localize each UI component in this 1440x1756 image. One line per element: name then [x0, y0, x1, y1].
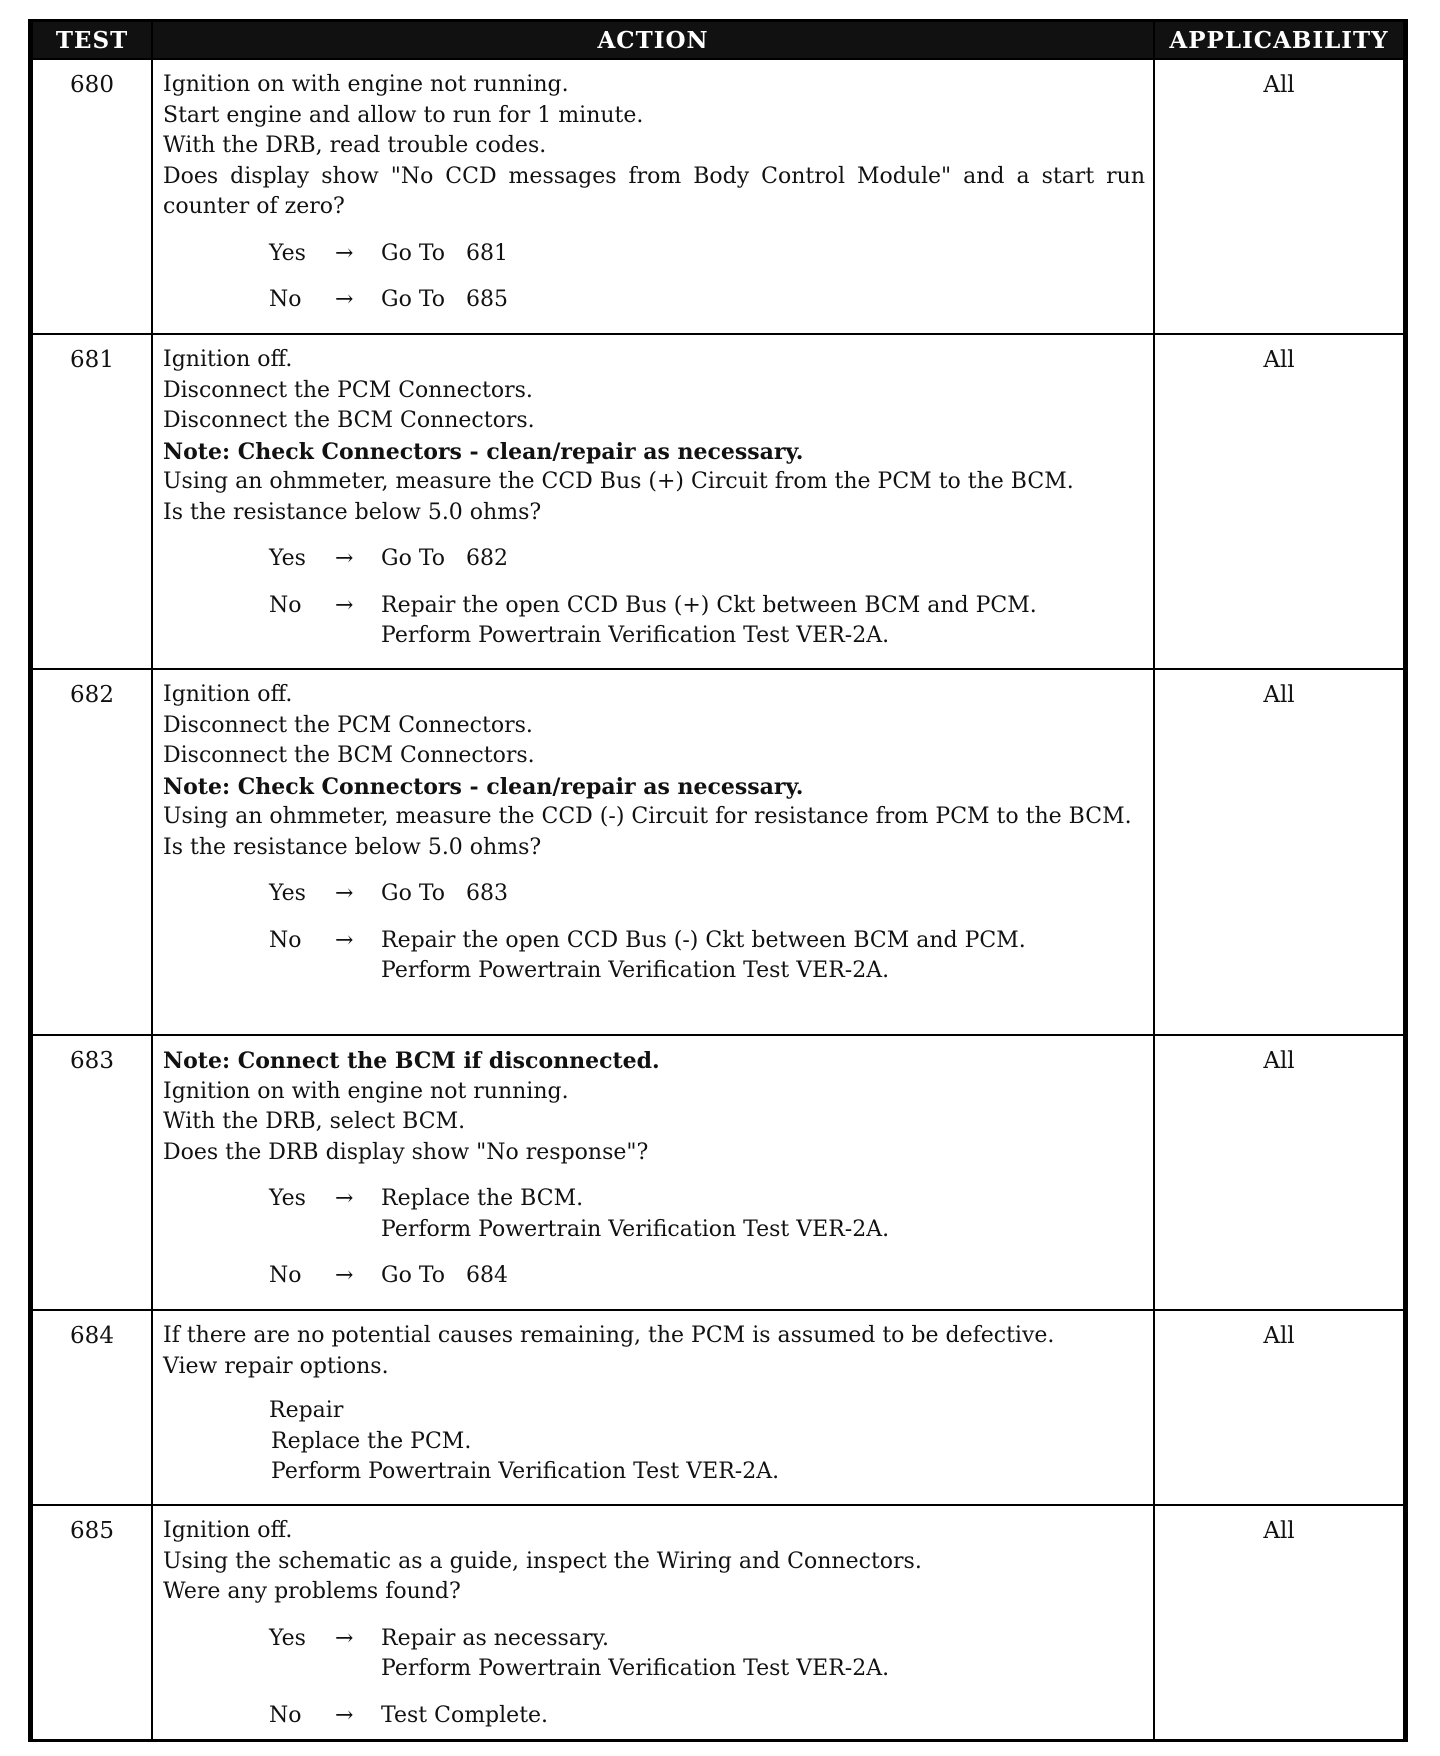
action-cell: [152, 334, 1154, 669]
action-line: Using an ohmmeter, measure the CCD Bus (+) Circuit from the PCM to the BCM.: [163, 469, 1074, 494]
outcome-answer: Yes: [269, 881, 306, 906]
action-line: Ignition off.: [163, 682, 293, 707]
outcome-result-line: Repair the open CCD Bus (+) Ckt between BCM and PCM.: [381, 592, 1037, 618]
action-line: Is the resistance below 5.0 ohms?: [163, 834, 542, 860]
action-line: Ignition on with engine not running.: [163, 1078, 569, 1104]
arrow-icon: →: [335, 1263, 354, 1288]
diagnostic-table-sheet: [28, 19, 1408, 1742]
arrow-icon: →: [335, 287, 354, 312]
action-line: Using an ohmmeter, measure the CCD (-) Circuit for resistance from PCM to the BCM.: [163, 804, 1132, 829]
outcome-answer: No: [269, 1263, 302, 1288]
repair-label: Repair: [269, 1398, 344, 1423]
header-test: TEST: [32, 22, 152, 59]
outcome-result: Go To 684: [381, 1263, 508, 1288]
arrow-icon: →: [335, 881, 354, 906]
outcome-no: [163, 285, 1145, 316]
table-row: [32, 669, 1404, 1035]
action-line: View repair options.: [163, 1353, 389, 1379]
applicability-value: All: [1154, 334, 1404, 669]
diagnostic-table: [31, 22, 1405, 1741]
outcome-answer: No: [269, 592, 302, 618]
action-line: Does display show "No CCD messages from Body Control Module" and a start run counter of zero?: [163, 163, 1145, 219]
applicability-value: All: [1154, 59, 1404, 334]
action-line: Does the DRB display show "No response"?: [163, 1139, 649, 1165]
outcome-yes: [163, 1184, 1145, 1245]
outcome-result: [381, 591, 1145, 652]
repair-step: Perform Powertrain Verification Test VER-2A.: [271, 1459, 780, 1484]
action-line: Disconnect the BCM Connectors.: [163, 743, 535, 768]
outcome-result: [381, 926, 1145, 987]
outcome-yes: [163, 544, 1145, 575]
arrow-icon: →: [335, 546, 354, 571]
outcome-yes: [163, 239, 1145, 270]
action-cell: [152, 1505, 1154, 1740]
arrow-icon: →: [335, 592, 354, 618]
applicability-value: All: [1154, 669, 1404, 1035]
outcome-answer: No: [269, 287, 302, 312]
outcome-no: [163, 591, 1145, 652]
action-line: Ignition off.: [163, 347, 293, 372]
outcome-result: Go To 681: [381, 240, 508, 266]
test-number: 685: [32, 1505, 152, 1740]
outcome-result: Go To 685: [381, 287, 508, 312]
outcome-result-line: Perform Powertrain Verification Test VER-2A.: [381, 1216, 890, 1242]
test-number: 681: [32, 334, 152, 669]
outcome-answer: Yes: [269, 1186, 306, 1211]
action-note: Note: Check Connectors - clean/repair as necessary.: [163, 438, 804, 465]
action-line: Is the resistance below 5.0 ohms?: [163, 499, 542, 525]
test-number: 683: [32, 1035, 152, 1310]
action-cell: [152, 1035, 1154, 1310]
table-header-row: [32, 22, 1404, 59]
outcome-answer: Yes: [269, 546, 306, 571]
action-line: If there are no potential causes remaining, the PCM is assumed to be defective.: [163, 1323, 1055, 1348]
outcome-result-line: Perform Powertrain Verification Test VER-2A.: [381, 958, 890, 983]
repair-step: Replace the PCM.: [271, 1428, 472, 1454]
action-line: Were any problems found?: [163, 1579, 461, 1604]
arrow-icon: →: [335, 240, 354, 266]
outcome-result: Go To 683: [381, 881, 508, 906]
arrow-icon: →: [335, 1625, 354, 1651]
outcome-no: [163, 1261, 1145, 1292]
table-row: [32, 1310, 1404, 1505]
action-line: With the DRB, select BCM.: [163, 1109, 466, 1134]
outcome-no: [163, 1701, 1145, 1732]
arrow-icon: →: [335, 1702, 354, 1728]
action-line: Disconnect the BCM Connectors.: [163, 408, 535, 433]
test-number: 680: [32, 59, 152, 334]
outcome-result: Test Complete.: [381, 1702, 549, 1728]
arrow-icon: →: [335, 927, 354, 953]
header-applicability: APPLICABILITY: [1154, 22, 1404, 59]
outcome-result-line: Repair as necessary.: [381, 1625, 609, 1651]
action-line: Disconnect the PCM Connectors.: [163, 712, 533, 738]
applicability-value: All: [1154, 1310, 1404, 1505]
action-note: Note: Check Connectors - clean/repair as necessary.: [163, 773, 804, 800]
action-cell: [152, 1310, 1154, 1505]
action-line: Using the schematic as a guide, inspect the Wiring and Connectors.: [163, 1548, 922, 1574]
action-line: Disconnect the PCM Connectors.: [163, 377, 533, 403]
outcome-result-line: Repair the open CCD Bus (-) Ckt between BCM and PCM.: [381, 927, 1026, 953]
outcome-result: [381, 1184, 1145, 1245]
repair-steps: [163, 1427, 1145, 1488]
outcome-yes: [163, 1624, 1145, 1685]
action-line: Ignition off.: [163, 1518, 293, 1543]
action-cell: [152, 669, 1154, 1035]
action-line: Start engine and allow to run for 1 minute.: [163, 102, 644, 128]
outcome-result: Go To 682: [381, 546, 508, 571]
table-row: [32, 334, 1404, 669]
action-cell: [152, 59, 1154, 334]
outcome-answer: Yes: [269, 1625, 306, 1651]
action-line: With the DRB, read trouble codes.: [163, 133, 547, 158]
outcome-result: [381, 1624, 1145, 1685]
outcome-result-line: Perform Powertrain Verification Test VER-2A.: [381, 623, 890, 648]
outcome-answer: No: [269, 1702, 302, 1728]
action-note: Note: Connect the BCM if disconnected.: [163, 1048, 660, 1074]
outcome-result-line: Perform Powertrain Verification Test VER-2A.: [381, 1656, 890, 1681]
outcome-answer: No: [269, 927, 302, 953]
test-number: 682: [32, 669, 152, 1035]
header-action: ACTION: [152, 22, 1154, 59]
outcome-yes: [163, 879, 1145, 910]
test-number: 684: [32, 1310, 152, 1505]
applicability-value: All: [1154, 1505, 1404, 1740]
arrow-icon: →: [335, 1186, 354, 1211]
table-row: [32, 1035, 1404, 1310]
table-row: [32, 59, 1404, 334]
action-line: Ignition on with engine not running.: [163, 72, 569, 97]
applicability-value: All: [1154, 1035, 1404, 1310]
outcome-result-line: Replace the BCM.: [381, 1186, 584, 1211]
table-row: [32, 1505, 1404, 1740]
outcome-no: [163, 926, 1145, 987]
outcome-answer: Yes: [269, 240, 306, 266]
